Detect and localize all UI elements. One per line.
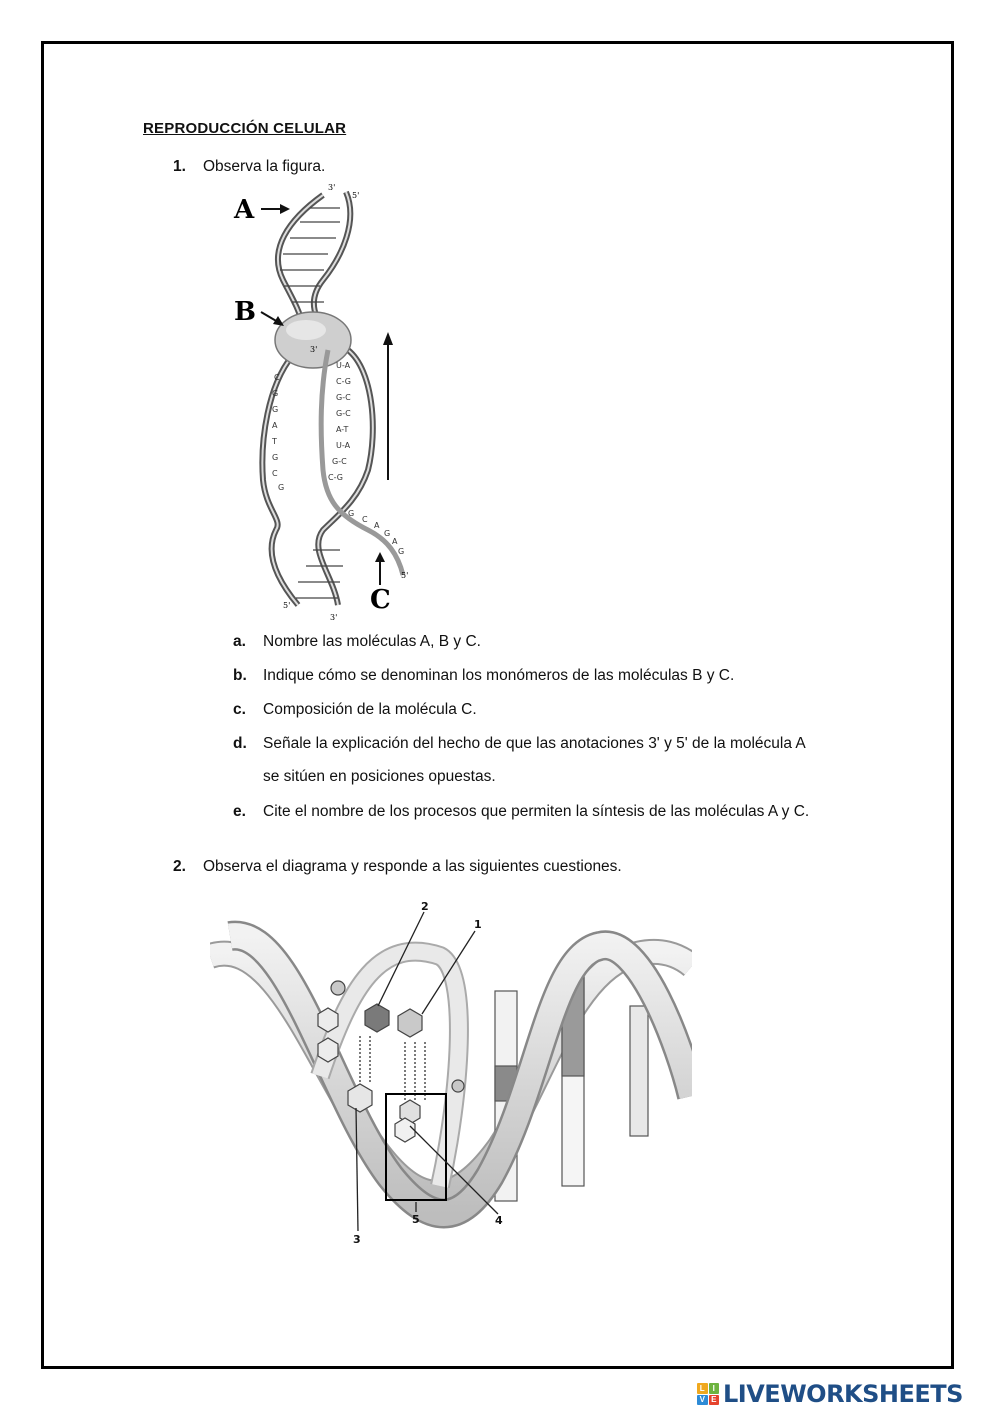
dna-helix-figure	[210, 896, 692, 1254]
item-e-letter: e.	[233, 803, 246, 820]
liveworksheets-logo[interactable]	[697, 1378, 997, 1410]
label-a: A	[234, 195, 255, 225]
item-c-text: Composición de la molécula C.	[263, 701, 477, 718]
svg-text:A: A	[272, 421, 278, 430]
svg-text:U-A: U-A	[336, 441, 351, 450]
svg-text:C: C	[274, 373, 280, 382]
end-5-bottom: 5'	[283, 601, 291, 610]
svg-text:C-G: C-G	[328, 473, 343, 482]
svg-text:G-C: G-C	[336, 409, 351, 418]
svg-text:U-A: U-A	[336, 361, 351, 370]
svg-text:G-C: G-C	[336, 393, 351, 402]
logo-mark-letter-i: I	[709, 1383, 720, 1394]
svg-text:C: C	[362, 515, 368, 524]
label-b: B	[234, 297, 256, 327]
svg-text:T: T	[272, 437, 277, 446]
question-2	[173, 858, 622, 876]
svg-text:G: G	[272, 405, 279, 414]
svg-text:G: G	[384, 529, 391, 538]
end-3-rna: 3'	[310, 345, 318, 354]
svg-text:G: G	[272, 389, 279, 398]
item-b-text: Indique cómo se denominan los monómeros de las moléculas B y C.	[263, 667, 735, 684]
item-d-letter: d.	[233, 735, 247, 752]
end-3-top: 3'	[328, 183, 336, 192]
worksheet-title: REPRODUCCIÓN CELULAR	[143, 120, 347, 137]
item-d-continuation: se sitúen en posiciones opuestas.	[263, 768, 496, 785]
end-5-top: 5'	[352, 191, 360, 200]
end-3-bottom: 3'	[330, 613, 338, 622]
logo-mark-letter-l: L	[697, 1383, 708, 1394]
label-5: 5	[412, 1213, 420, 1226]
liveworksheets-logo-text: LIVEWORKSHEETS	[723, 1380, 963, 1408]
item-d-text: Señale la explicación del hecho de que las anotaciones 3' y 5' de la molécula A	[263, 735, 806, 752]
question-1	[173, 158, 325, 176]
question-1-item-e	[233, 801, 809, 823]
question-1-item-b	[233, 665, 734, 687]
svg-text:A: A	[374, 521, 380, 530]
svg-text:G-C: G-C	[332, 457, 347, 466]
label-3: 3	[353, 1233, 361, 1246]
item-a-letter: a.	[233, 633, 246, 650]
logo-mark-letter-e: E	[709, 1395, 720, 1406]
logo-mark-letter-v: V	[697, 1395, 708, 1406]
svg-text:G: G	[278, 483, 285, 492]
end-5-rna: 5'	[401, 571, 409, 580]
question-1-number: 1.	[173, 158, 186, 175]
dna-transcription-figure	[228, 180, 433, 625]
question-1-item-c	[233, 699, 477, 721]
svg-text:C-G: C-G	[336, 377, 351, 386]
question-2-number: 2.	[173, 858, 186, 875]
question-1-item-a	[233, 631, 481, 653]
svg-text:G: G	[348, 509, 355, 518]
item-e-text: Cite el nombre de los procesos que permiten la síntesis de las moléculas A y C.	[263, 803, 810, 820]
label-2: 2	[421, 900, 429, 913]
svg-text:G: G	[398, 547, 405, 556]
label-1: 1	[474, 918, 482, 931]
label-4: 4	[495, 1214, 503, 1227]
liveworksheets-logo-mark-icon	[697, 1383, 719, 1405]
item-b-letter: b.	[233, 667, 247, 684]
question-2-text: Observa el diagrama y responde a las siguientes cuestiones.	[203, 858, 622, 875]
item-a-text: Nombre las moléculas A, B y C.	[263, 633, 481, 650]
question-1-text: Observa la figura.	[203, 158, 326, 175]
svg-text:A-T: A-T	[336, 425, 349, 434]
item-c-letter: c.	[233, 701, 246, 718]
label-c: C	[370, 585, 391, 615]
svg-text:A: A	[392, 537, 398, 546]
svg-text:G: G	[272, 453, 279, 462]
svg-text:C: C	[272, 469, 278, 478]
question-1-item-d	[233, 733, 806, 788]
